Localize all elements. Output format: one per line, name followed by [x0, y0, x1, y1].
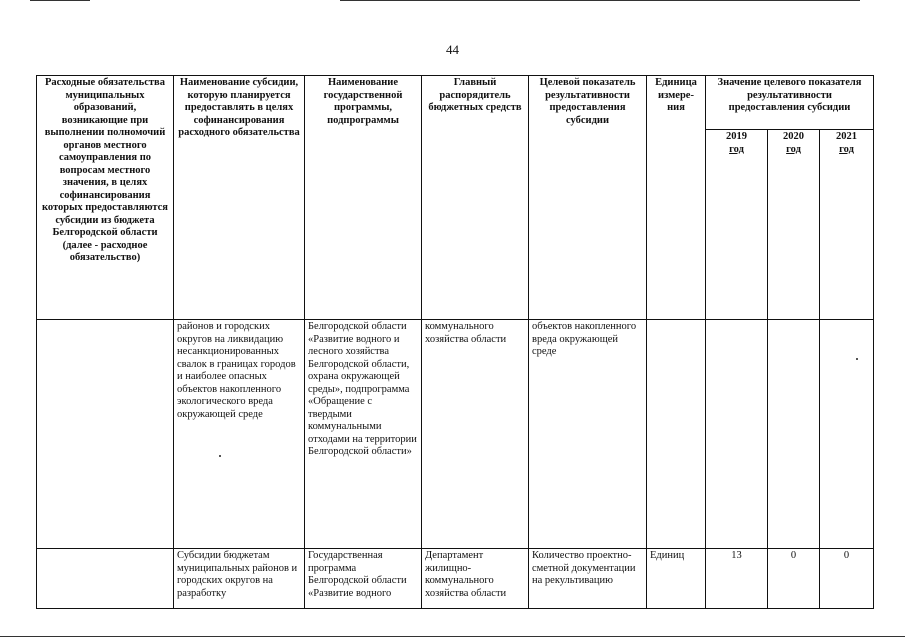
scan-speck — [219, 455, 221, 457]
cell-program-name: Белгородской области «Развитие водного и лесного хозяйства Белгородской области, охрана окружающей среды», подпрограмма «Обращение с твердыми коммунальными отходами на территории Белгородской области» — [305, 320, 422, 549]
cell-obligation — [37, 549, 174, 609]
year-label: 2020 — [783, 131, 804, 142]
cell-target-indicator: объектов накопленного вреда окружающей среде — [529, 320, 647, 549]
year-unit: год — [786, 143, 801, 155]
year-label: 2019 — [726, 131, 747, 142]
cell-obligation — [37, 320, 174, 549]
cell-budget-manager: коммунального хозяйства области — [422, 320, 529, 549]
scan-artifact-line — [30, 0, 90, 1]
header-unit: Единица измере-ния — [647, 76, 706, 320]
cell-subsidy-name: районов и городских округов на ликвидацию несанкционированных свалок в границах городов и наиболее опасных объектов накопленного экологического вреда окружающей среде — [174, 320, 305, 549]
cell-value-2019: 13 — [706, 549, 768, 609]
table-row — [37, 549, 874, 609]
header-target-value: Значение целевого показателя результативности предоставления субсидии — [706, 76, 874, 130]
cell-value-2021 — [820, 320, 874, 549]
cell-subsidy-name: Субсидии бюджетам муниципальных районов и городских округов на разработку — [174, 549, 305, 609]
cell-unit: Единиц — [647, 549, 706, 609]
cell-value-2020: 0 — [768, 549, 820, 609]
header-year-2019 — [706, 130, 768, 320]
header-year-2021 — [820, 130, 874, 320]
header-row — [37, 76, 874, 130]
header-budget-manager: Главный распорядитель бюджетных средств — [422, 76, 529, 320]
cell-target-indicator: Количество проектно-сметной документации на рекультивацию — [529, 549, 647, 609]
cell-unit — [647, 320, 706, 549]
cell-value-2019 — [706, 320, 768, 549]
year-unit: год — [729, 143, 744, 155]
header-program-name: Наименование государственной программы, подпрограммы — [305, 76, 422, 320]
scan-speck — [856, 358, 858, 360]
scan-artifact-line — [0, 636, 905, 637]
page-number: 44 — [446, 42, 459, 57]
scan-artifact-line — [340, 0, 860, 1]
year-unit: год — [839, 143, 854, 155]
cell-value-2021: 0 — [820, 549, 874, 609]
cell-budget-manager: Департамент жилищно-коммунального хозяйства области — [422, 549, 529, 609]
cell-value-2020 — [768, 320, 820, 549]
table-row — [37, 320, 874, 549]
header-expense-obligations: Расходные обязательства муниципальных образований, возникающие при выполнении полномочий органов местного самоуправления по вопросам местного значения, в целях софинансирования которых предоставляются субсидии из бюджета Белгородской области (далее - расходное обязательство) — [37, 76, 174, 320]
header-subsidy-name: Наименование субсидии, которую планируется предоставлять в целях софинансирования расходного обязательства — [174, 76, 305, 320]
header-year-2020 — [768, 130, 820, 320]
cell-program-name: Государственная программа Белгородской области «Развитие водного — [305, 549, 422, 609]
subsidy-table — [36, 75, 874, 609]
header-target-indicator: Целевой показатель результативности предоставления субсидии — [529, 76, 647, 320]
year-label: 2021 — [836, 131, 857, 142]
